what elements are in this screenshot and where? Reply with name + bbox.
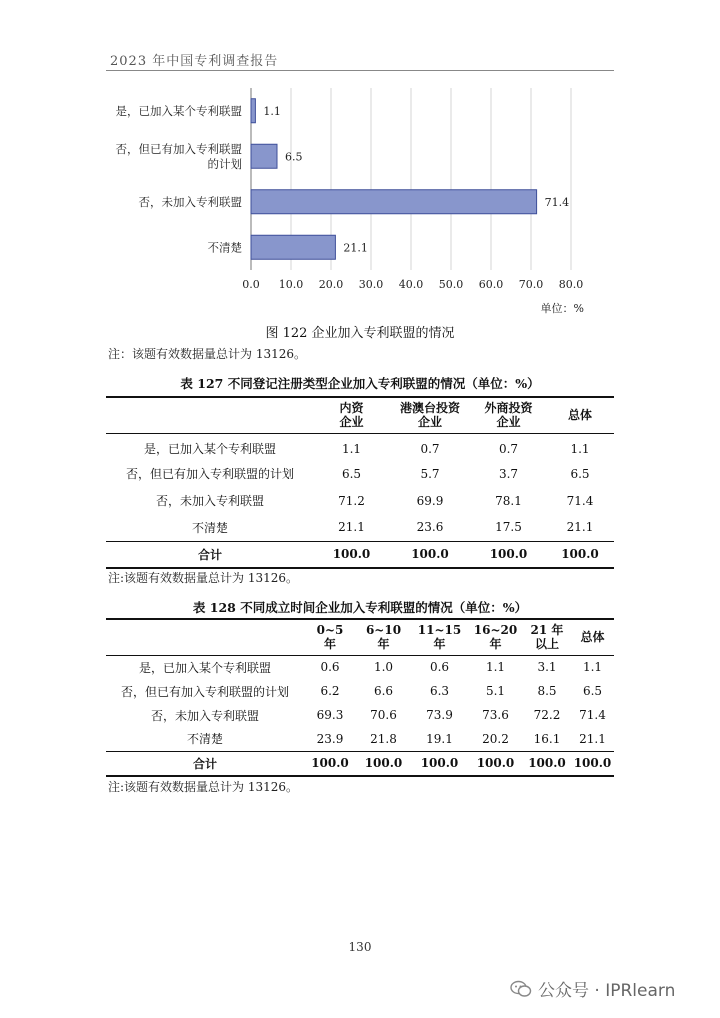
row-label: 否，未加入专利联盟 xyxy=(155,494,264,508)
cell: 17.5 xyxy=(495,520,522,535)
category-label: 是，已加入某个专利联盟 xyxy=(115,103,242,118)
table-128-note: 注:该题有效数据量总计为 13126。 xyxy=(108,780,299,794)
total-row xyxy=(106,541,614,568)
bar xyxy=(251,99,255,123)
cell: 0.7 xyxy=(498,441,519,456)
cell: 100.0 xyxy=(311,756,349,771)
figure-note: 注：该题有效数据量总计为 13126。 xyxy=(108,347,306,361)
cell: 1.1 xyxy=(582,660,603,675)
category-label: 否，未加入专利联盟 xyxy=(138,194,242,209)
header-blank xyxy=(106,397,314,433)
chart-category-labels xyxy=(116,104,243,255)
cell: 0.6 xyxy=(429,660,450,675)
cell: 71.2 xyxy=(338,493,365,508)
table-header-row xyxy=(106,619,614,655)
column-header: 16~20 年 xyxy=(473,623,518,652)
x-tick-label: 20.0 xyxy=(318,278,344,291)
cell: 21.1 xyxy=(566,520,594,535)
column-header: 内资 企业 xyxy=(339,401,364,430)
row-label: 是，已加入某个专利联盟 xyxy=(138,660,271,675)
cell: 5.7 xyxy=(420,466,440,481)
x-tick-label: 0.0 xyxy=(242,278,260,291)
column-header: 11~15 年 xyxy=(417,623,462,652)
cell: 6.2 xyxy=(320,684,340,698)
table-row xyxy=(106,727,614,751)
cell: 16.1 xyxy=(533,731,561,746)
running-header: 2023 年中国专利调查报告 xyxy=(110,54,279,69)
cell: 1.1 xyxy=(570,441,590,456)
table-row xyxy=(106,655,614,679)
row-label: 否，但已有加入专利联盟的计划 xyxy=(120,684,289,699)
cell: 6.5 xyxy=(341,466,362,481)
page-number: 130 xyxy=(348,940,372,954)
header-rule xyxy=(106,70,614,71)
cell: 3.1 xyxy=(537,660,557,675)
x-tick-label: 40.0 xyxy=(398,278,424,291)
cell: 100.0 xyxy=(476,756,515,771)
chart-bars xyxy=(251,99,537,260)
row-label: 不清楚 xyxy=(191,520,228,535)
x-tick-label: 80.0 xyxy=(558,278,584,291)
total-row xyxy=(106,751,614,776)
cell: 23.6 xyxy=(416,520,444,535)
column-header: 21 年 以上 xyxy=(530,623,564,652)
column-header: 6~10 年 xyxy=(365,623,402,652)
value-label: 21.1 xyxy=(343,241,368,255)
table-row xyxy=(106,679,614,703)
cell: 78.1 xyxy=(495,493,522,508)
cell: 71.4 xyxy=(579,708,606,722)
category-label: 不清楚 xyxy=(207,240,242,255)
cell: 0.6 xyxy=(320,660,340,675)
bar xyxy=(251,190,537,214)
cell: 1.0 xyxy=(373,660,394,675)
cell: 72.2 xyxy=(533,708,561,722)
value-label: 71.4 xyxy=(544,195,570,209)
cell: 21.8 xyxy=(370,731,397,746)
cell: 6.5 xyxy=(582,684,603,698)
chart-x-ticks xyxy=(242,278,583,291)
row-label: 否，但已有加入专利联盟的计划 xyxy=(125,467,294,481)
value-label: 1.1 xyxy=(263,104,281,118)
cell: 69.9 xyxy=(416,493,444,508)
cell: 100.0 xyxy=(332,547,371,562)
cell: 20.2 xyxy=(482,731,509,746)
cell: 73.6 xyxy=(482,708,509,722)
row-label: 不清楚 xyxy=(186,732,223,747)
x-tick-label: 70.0 xyxy=(518,278,544,291)
cell: 100.0 xyxy=(489,547,528,562)
figure-caption: 图 122 企业加入专利联盟的情况 xyxy=(265,326,455,341)
cell: 6.6 xyxy=(373,684,394,698)
value-label: 6.5 xyxy=(285,150,303,164)
column-header: 港澳台投资 企业 xyxy=(399,401,460,430)
cell: 3.7 xyxy=(498,466,519,481)
cell: 21.1 xyxy=(579,731,606,746)
cell: 71.4 xyxy=(566,493,594,508)
cell: 100.0 xyxy=(528,756,566,771)
table-row xyxy=(106,460,614,487)
row-label: 是，已加入某个专利联盟 xyxy=(143,442,276,457)
cell: 1.1 xyxy=(341,441,362,456)
column-header: 总体 xyxy=(580,630,605,645)
watermark-text: 公众号 · IPRlearn xyxy=(538,981,676,1001)
cell: 100.0 xyxy=(411,547,449,562)
cell: 0.7 xyxy=(420,441,440,456)
cell: 23.9 xyxy=(316,731,344,746)
cell: 6.3 xyxy=(429,684,450,698)
cell: 19.1 xyxy=(426,731,453,746)
chart-unit-label: 单位：% xyxy=(540,302,584,315)
category-label: 否，但已有加入专利联盟的计划 xyxy=(115,141,242,171)
column-header: 0~5 年 xyxy=(316,623,344,652)
bar xyxy=(251,144,277,168)
table-row xyxy=(106,514,614,541)
table-128-title: 表 128 不同成立时间企业加入专利联盟的情况（单位：%） xyxy=(192,600,528,615)
wechat-icon xyxy=(510,980,532,998)
table-127 xyxy=(106,396,614,569)
watermark xyxy=(510,976,675,1001)
row-label: 否，未加入专利联盟 xyxy=(150,708,259,723)
table-row xyxy=(106,433,614,460)
cell: 73.9 xyxy=(426,708,453,722)
column-header: 外商投资 企业 xyxy=(484,401,533,430)
column-header: 总体 xyxy=(567,408,592,423)
cell: 6.5 xyxy=(570,466,590,481)
header-blank xyxy=(106,619,304,655)
cell: 8.5 xyxy=(537,684,557,698)
total-label: 合计 xyxy=(197,547,222,562)
table-row xyxy=(106,487,614,514)
table-127-title: 表 127 不同登记注册类型企业加入专利联盟的情况（单位：%） xyxy=(180,376,540,391)
table-header-row xyxy=(106,397,614,433)
table-row xyxy=(106,703,614,727)
cell: 100.0 xyxy=(420,756,459,771)
cell: 100.0 xyxy=(364,756,403,771)
cell: 69.3 xyxy=(316,708,344,722)
cell: 100.0 xyxy=(573,756,612,771)
cell: 1.1 xyxy=(485,660,506,675)
bar xyxy=(251,235,335,259)
cell: 70.6 xyxy=(370,708,397,722)
x-tick-label: 50.0 xyxy=(438,278,464,291)
chart-value-labels xyxy=(263,105,569,255)
x-tick-label: 60.0 xyxy=(478,278,504,291)
cell: 5.1 xyxy=(485,684,506,698)
bar-chart xyxy=(0,80,720,320)
cell: 21.1 xyxy=(338,520,365,535)
table-127-note: 注:该题有效数据量总计为 13126。 xyxy=(108,571,299,585)
table-128 xyxy=(106,618,614,777)
x-tick-label: 30.0 xyxy=(358,278,384,291)
total-label: 合计 xyxy=(192,756,217,771)
x-tick-label: 10.0 xyxy=(278,278,304,291)
cell: 100.0 xyxy=(561,547,599,562)
